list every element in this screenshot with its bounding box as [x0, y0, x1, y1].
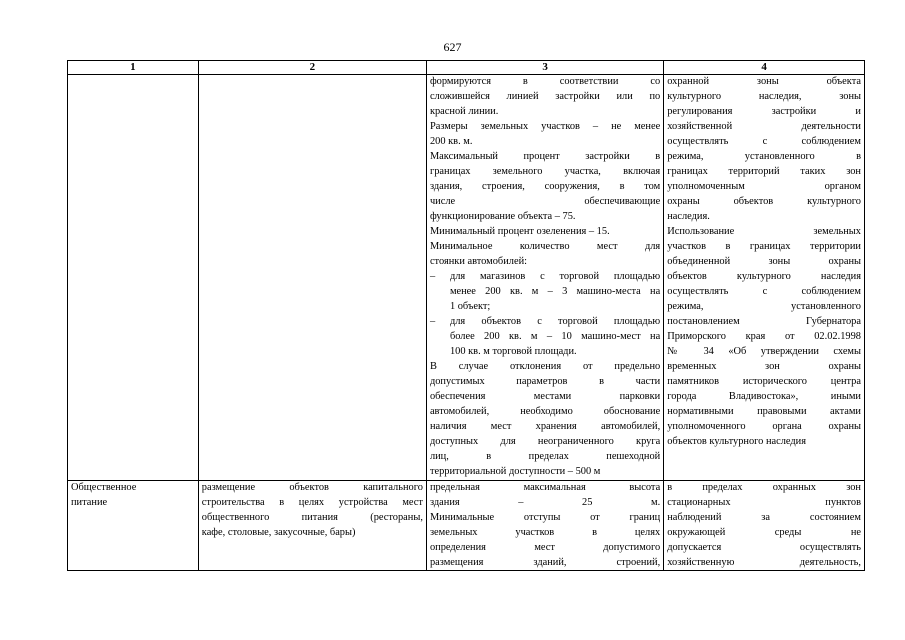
text-line: Минимальные отступы от границ — [429, 511, 661, 523]
text-line: предельная максимальная высота — [429, 481, 661, 493]
row1-col4 — [664, 75, 865, 481]
land-plot-size-text — [430, 120, 660, 150]
row2-col4 — [664, 480, 865, 571]
text-line: более 200 кв. м – 10 машино-мест на — [449, 330, 661, 342]
max-coverage-text — [430, 150, 660, 225]
text-line: питание — [71, 496, 108, 508]
deviation-text — [430, 360, 660, 480]
text-line: осуществлять с соблюдением — [667, 135, 861, 147]
text-line: уполномоченным органом — [667, 180, 861, 192]
text-line: для объектов с торговой площадью — [449, 315, 661, 327]
text-line: автомобилей, необходимо обоснование — [429, 405, 661, 417]
text-line: нормативными правовыми актами — [667, 405, 861, 417]
text-line: культурного наследия, зоны — [667, 90, 861, 102]
text-line: сложившейся линией застройки или по — [429, 90, 661, 102]
bullet-text — [450, 270, 660, 315]
row1-col1 — [68, 75, 199, 481]
text-line: кафе, столовые, закусочные, бары) — [201, 526, 356, 538]
text-line: № 34 «Об утверждении схемы — [667, 345, 861, 357]
text-line: 100 кв. м торговой площади. — [449, 345, 577, 357]
text-line: охранной зоны объекта — [667, 76, 861, 87]
row2-col2 — [198, 480, 426, 571]
text-line: границах территорий таких зон — [667, 165, 861, 177]
header-col-4: 4 — [664, 61, 865, 75]
text-line: охраны объектов культурного — [667, 195, 861, 207]
text-line: памятников исторического центра — [667, 375, 861, 387]
text-line: постановлением Губернатора — [667, 315, 861, 327]
text-line: наблюдений за состоянием — [667, 511, 861, 523]
text-line: временных зон охраны — [667, 360, 861, 372]
table-row — [68, 75, 865, 481]
text-line: регулирования застройки и — [667, 105, 861, 117]
text-line: Общественное — [71, 481, 137, 493]
parking-bullet-large-shops — [430, 315, 660, 360]
row2-col1 — [68, 480, 199, 571]
text-line: режима, установленного в — [667, 150, 861, 162]
text-line: хозяйственную деятельность, — [667, 556, 861, 568]
text-line: Максимальный процент застройки в — [429, 150, 661, 162]
bullet-dash: – — [429, 315, 436, 327]
text-line: 200 кв. м. — [429, 135, 473, 147]
text-line: территориальной доступности – 500 м — [429, 465, 601, 477]
text-line: Размеры земельных участков – не менее — [429, 120, 661, 132]
text-line: режима, установленного — [667, 300, 861, 312]
text-line: размещение объектов капитального — [201, 481, 423, 493]
text-line: объектов культурного наследия — [667, 435, 807, 447]
text-line: окружающей среды не — [667, 526, 861, 538]
table-header-row — [68, 61, 865, 75]
land-use-text — [667, 225, 861, 450]
text-line: числе обеспечивающие — [429, 195, 661, 207]
text-line: наследия. — [667, 210, 710, 222]
header-col-1: 1 — [68, 61, 199, 75]
bullet-dash: – — [429, 270, 436, 282]
parking-minimum-text — [430, 240, 660, 270]
text-line: размещения зданий, строений, — [429, 556, 661, 568]
row1-col3 — [426, 75, 663, 481]
min-greening-text — [430, 225, 660, 240]
text-line: общественного питания (рестораны, — [201, 511, 423, 523]
text-line: строительства в целях устройства мест — [201, 496, 423, 508]
text-line: для магазинов с торговой площадью — [449, 270, 661, 282]
text-line: 1 объект; — [449, 300, 491, 312]
bullet-text — [450, 315, 660, 360]
text-line: Минимальный процент озеленения – 15. — [429, 225, 610, 237]
text-line: В случае отклонения от предельно — [429, 360, 661, 372]
text-line: здания – 25 м. — [429, 496, 661, 508]
text-line: стоянки автомобилей: — [429, 255, 528, 267]
text-line: в пределах охранных зон — [667, 481, 861, 493]
page-number: 627 — [443, 40, 462, 54]
text-line: доступных для неограниченного круга — [429, 435, 661, 447]
text-line: участков в границах территории — [667, 240, 861, 252]
text-line: Приморского края от 02.02.1998 — [667, 330, 861, 342]
text-line: уполномоченного органа охраны — [667, 420, 861, 432]
text-line: определения мест допустимого — [429, 541, 661, 553]
row1-col2 — [198, 75, 426, 481]
parameters-text — [430, 75, 660, 120]
text-line: красной линии. — [429, 105, 499, 117]
text-line: города Владивостока», иными — [667, 390, 861, 402]
text-line: Минимальное количество мест для — [429, 240, 661, 252]
text-line: земельных участков в целях — [429, 526, 661, 538]
header-col-3: 3 — [426, 61, 663, 75]
text-line: наличия мест хранения автомобилей, — [429, 420, 661, 432]
text-line: объектов культурного наследия — [667, 270, 861, 282]
text-line: здания, строения, сооружения, в том — [429, 180, 661, 192]
text-line: хозяйственной деятельности — [667, 120, 861, 132]
text-line: лиц, в пределах пешеходной — [429, 450, 661, 462]
text-line: стационарных пунктов — [667, 496, 861, 508]
text-line: функционирование объекта – 75. — [429, 210, 576, 222]
text-line: объединенной зоны охраны — [667, 255, 861, 267]
text-line: Использование земельных — [667, 225, 861, 237]
table-row — [68, 480, 865, 571]
parking-bullet-small-shops — [430, 270, 660, 315]
text-line: осуществлять с соблюдением — [667, 285, 861, 297]
header-col-2: 2 — [198, 61, 426, 75]
text-line: формируются в соответствии со — [429, 76, 661, 87]
text-line: границах земельного участка, включая — [429, 165, 661, 177]
row2-col3 — [426, 480, 663, 571]
text-line: допускается осуществлять — [667, 541, 861, 553]
text-line: допустимых параметров в части — [429, 375, 661, 387]
regulation-table — [67, 60, 865, 571]
protection-zone-text — [667, 75, 861, 225]
text-line: менее 200 кв. м – 3 машино-места на — [449, 285, 661, 297]
text-line: обеспечения местами парковки — [429, 390, 661, 402]
